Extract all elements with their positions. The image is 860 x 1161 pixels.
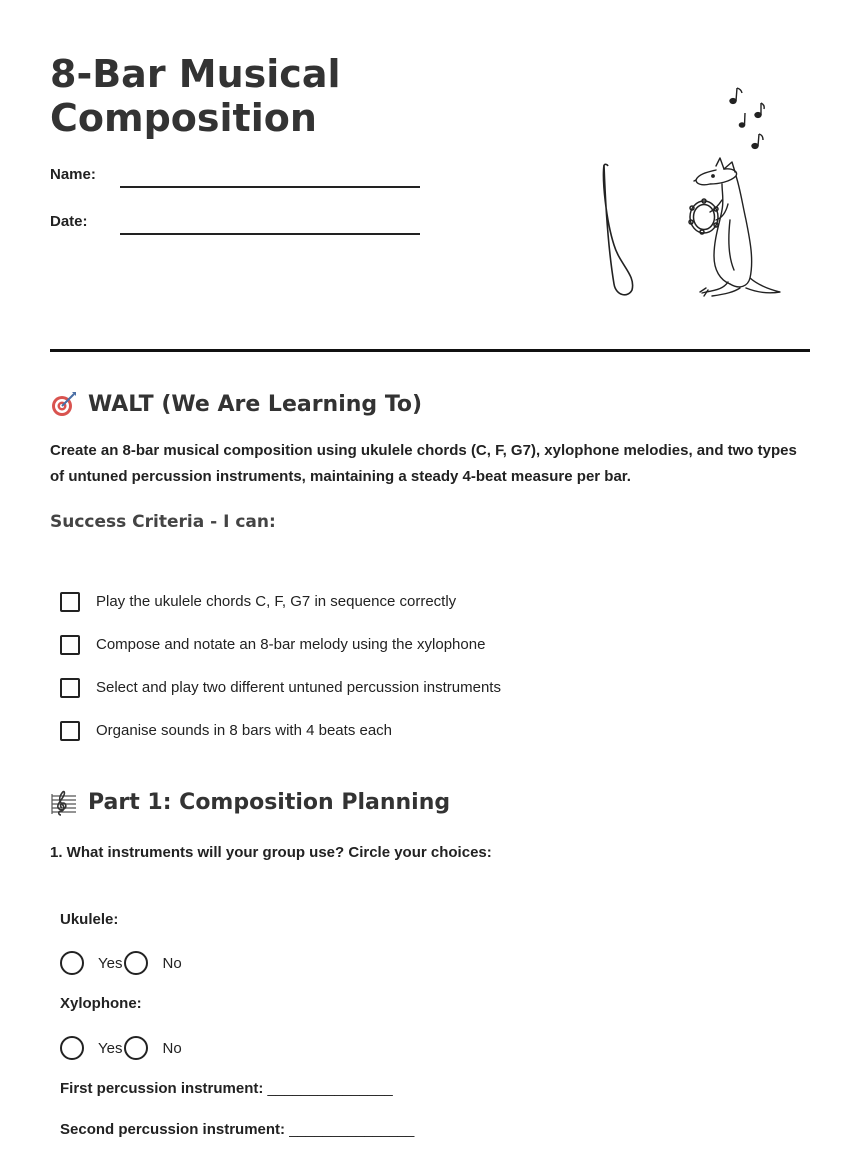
part1-heading: [50, 788, 450, 816]
part1-heading-text: Part 1: Composition Planning: [88, 789, 451, 815]
ukulele-label: Ukulele:: [60, 911, 119, 928]
ukulele-no-radio[interactable]: [124, 951, 148, 975]
title-line-1: 8-Bar Musical: [50, 52, 341, 96]
criteria-checkbox[interactable]: [60, 721, 80, 741]
ukulele-yes-label: Yes: [98, 954, 123, 972]
criteria-item: [60, 666, 760, 709]
page-title: [50, 52, 470, 140]
criteria-checkbox[interactable]: [60, 678, 80, 698]
criteria-item: [60, 709, 760, 752]
criteria-text: Compose and notate an 8-bar melody using the xylophone: [96, 636, 486, 653]
success-criteria-list: [60, 580, 760, 752]
date-field[interactable]: [50, 211, 430, 235]
kangaroo-icon: [694, 158, 780, 296]
second-percussion-field[interactable]: [60, 1121, 414, 1138]
criteria-item: [60, 580, 760, 623]
criteria-item: [60, 623, 760, 666]
xylophone-no-radio[interactable]: [124, 1036, 148, 1060]
xylophone-options: [60, 1035, 184, 1061]
name-label: Name:: [50, 166, 96, 183]
kangaroo-illustration: [590, 70, 790, 305]
success-criteria-heading: Success Criteria - I can:: [50, 512, 276, 532]
ukulele-options: [60, 950, 184, 976]
criteria-checkbox[interactable]: [60, 592, 80, 612]
name-input-line[interactable]: [120, 186, 420, 188]
section-divider: [50, 349, 810, 352]
first-percussion-blank[interactable]: _______________: [267, 1080, 393, 1097]
first-percussion-label: First percussion instrument:: [60, 1080, 264, 1097]
ukulele-yes-radio[interactable]: [60, 951, 84, 975]
first-percussion-field[interactable]: [60, 1080, 393, 1097]
walt-heading: [50, 390, 422, 418]
walt-heading-text: WALT (We Are Learning To): [88, 391, 423, 417]
criteria-text: Select and play two different untuned percussion instruments: [96, 679, 501, 696]
xylophone-yes-radio[interactable]: [60, 1036, 84, 1060]
criteria-text: Play the ukulele chords C, F, G7 in sequence correctly: [96, 593, 457, 610]
music-notes-icon: [730, 88, 764, 148]
xylophone-no-label: No: [162, 1039, 182, 1057]
date-label: Date:: [50, 213, 88, 230]
name-field[interactable]: [50, 164, 430, 188]
tambourine-icon: [689, 199, 718, 234]
instruments-question: 1. What instruments will your group use? Circle your choices:: [50, 844, 492, 861]
walt-description: Create an 8-bar musical composition using ukulele chords (C, F, G7), xylophone melodies, and two types of untuned percussion instruments, maintaining a steady 4-beat measure per bar.: [50, 442, 797, 485]
ukulele-no-label: No: [162, 954, 182, 972]
xylophone-label: Xylophone:: [60, 995, 142, 1012]
didgeridoo-icon: [603, 164, 632, 294]
musical-score-icon: [50, 788, 78, 816]
second-percussion-label: Second percussion instrument:: [60, 1121, 286, 1138]
date-input-line[interactable]: [120, 233, 420, 235]
xylophone-yes-label: Yes: [98, 1039, 123, 1057]
title-line-2: Composition: [50, 96, 317, 140]
target-dart-icon: [50, 390, 78, 418]
criteria-checkbox[interactable]: [60, 635, 80, 655]
second-percussion-blank[interactable]: _______________: [289, 1121, 415, 1138]
criteria-text: Organise sounds in 8 bars with 4 beats each: [96, 722, 393, 739]
